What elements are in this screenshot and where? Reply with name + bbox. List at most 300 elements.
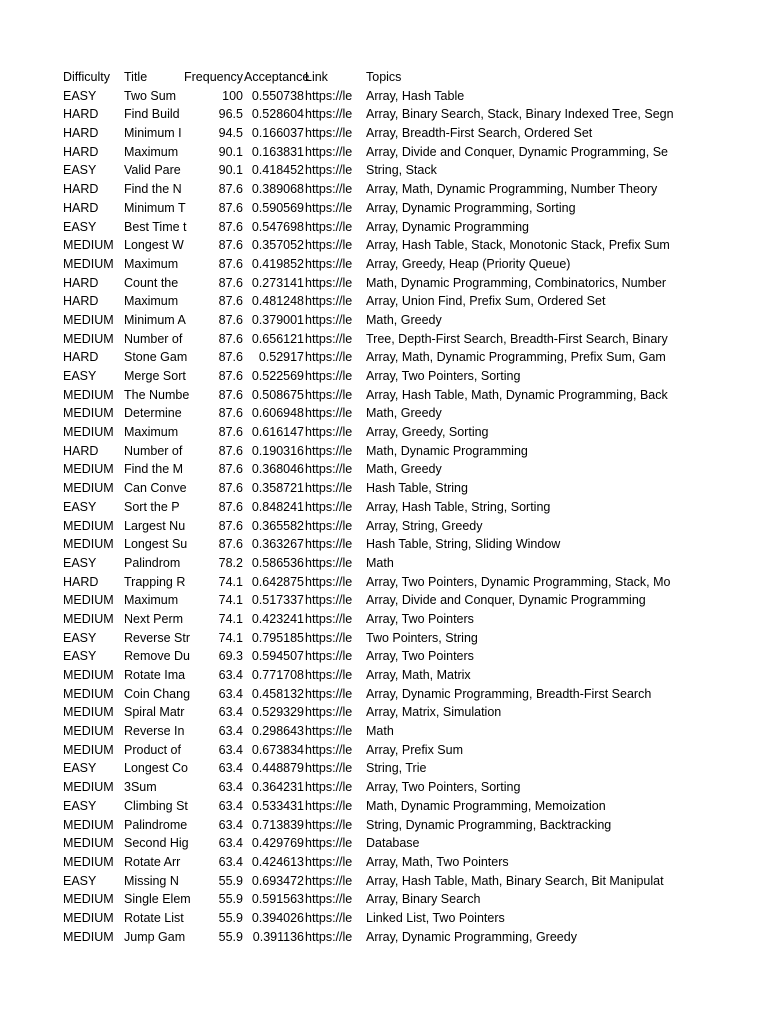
table-row (63, 816, 673, 835)
table-row (63, 909, 673, 928)
cell-link: https://le (305, 668, 353, 682)
table-row (63, 685, 673, 704)
cell-topics: Array, Greedy, Heap (Priority Queue) (366, 256, 571, 271)
header-acceptance: Acceptance (244, 70, 310, 84)
cell-difficulty: HARD (63, 275, 99, 290)
cell-acceptance: 0.522569 (251, 369, 304, 383)
cell-topics: Array, Hash Table, Math, Dynamic Programming, Back (366, 387, 668, 402)
cell-difficulty: HARD (63, 144, 99, 159)
cell-frequency: 78.2 (218, 555, 243, 570)
cell-title: Reverse Str (124, 630, 190, 645)
cell-frequency: 69.3 (218, 649, 243, 664)
cell-link: https://le (305, 312, 353, 327)
cell-title: Maximum (124, 425, 179, 440)
cell-title: Reverse In (124, 724, 185, 739)
table-row (63, 386, 673, 405)
cell-link: https://le (305, 817, 353, 832)
table-row (63, 573, 673, 592)
table-row (63, 759, 673, 778)
cell-difficulty: MEDIUM (63, 724, 114, 739)
cell-link: https://le (305, 88, 353, 103)
cell-topics: Math, Dynamic Programming (366, 443, 528, 458)
table-row (63, 778, 673, 797)
cell-topics: Array, Hash Table, String, Sorting (366, 499, 551, 514)
table-row (63, 460, 673, 479)
table-row (63, 872, 673, 891)
cell-difficulty: MEDIUM (63, 331, 114, 346)
table-row (63, 647, 673, 666)
table-row (63, 367, 673, 386)
table-row (63, 161, 673, 180)
cell-link: https://le (305, 369, 353, 383)
table-row (63, 143, 673, 162)
table-row (63, 797, 673, 816)
cell-topics: Array, Math, Dynamic Programming, Prefix Sum, Gam (366, 350, 666, 365)
cell-title: Minimum T (124, 200, 186, 215)
header-link: Link (305, 70, 328, 84)
cell-topics: Array, Dynamic Programming (366, 219, 530, 234)
cell-frequency: 96.5 (218, 107, 243, 122)
cell-title: Palindrom (124, 555, 181, 570)
cell-acceptance: 0.273141 (251, 275, 304, 290)
cell-topics: Array, Math, Two Pointers (366, 854, 509, 869)
cell-link: https://le (305, 126, 353, 141)
cell-frequency: 63.4 (218, 836, 243, 851)
cell-difficulty: HARD (63, 443, 99, 458)
cell-title: Largest Nu (124, 518, 186, 533)
cell-frequency: 63.4 (218, 724, 243, 739)
cell-acceptance: 0.364231 (251, 780, 304, 795)
cell-title: Find the N (124, 182, 182, 197)
cell-difficulty: MEDIUM (63, 668, 114, 682)
table-row (63, 292, 673, 311)
cell-link: https://le (305, 555, 353, 570)
cell-title: Trapping R (124, 574, 186, 589)
cell-title: Minimum A (124, 312, 186, 327)
table-row (63, 87, 673, 106)
cell-difficulty: MEDIUM (63, 705, 114, 720)
cell-acceptance: 0.656121 (251, 331, 304, 346)
cell-topics: Math, Dynamic Programming, Combinatorics, Number (366, 275, 667, 290)
table-row (63, 124, 673, 143)
cell-frequency: 90.1 (218, 144, 243, 159)
cell-difficulty: HARD (63, 107, 99, 122)
cell-frequency: 63.4 (218, 780, 243, 795)
cell-link: https://le (305, 163, 353, 178)
cell-frequency: 100 (222, 88, 243, 103)
cell-link: https://le (305, 686, 353, 701)
cell-difficulty: EASY (63, 163, 97, 178)
header-row (63, 68, 673, 87)
cell-title: Spiral Matr (124, 705, 185, 720)
cell-difficulty: MEDIUM (63, 910, 114, 925)
cell-title: Remove Du (124, 649, 190, 664)
cell-topics: Array, Dynamic Programming, Breadth-First Search (366, 686, 652, 701)
cell-acceptance: 0.771708 (251, 668, 304, 682)
cell-title: Best Time t (124, 219, 187, 234)
cell-frequency: 87.6 (218, 387, 243, 402)
cell-acceptance: 0.379001 (251, 312, 304, 327)
cell-link: https://le (305, 537, 353, 552)
cell-acceptance: 0.418452 (251, 163, 304, 178)
cell-difficulty: HARD (63, 182, 99, 197)
cell-acceptance: 0.586536 (251, 555, 304, 570)
cell-link: https://le (305, 275, 353, 290)
cell-title: Jump Gam (124, 929, 186, 944)
cell-link: https://le (305, 144, 353, 159)
cell-acceptance: 0.616147 (251, 425, 304, 440)
cell-frequency: 90.1 (218, 163, 243, 178)
cell-title: Determine (124, 406, 182, 421)
cell-topics: Hash Table, String, Sliding Window (366, 537, 561, 552)
cell-topics: Array, Divide and Conquer, Dynamic Programming (366, 593, 646, 608)
cell-acceptance: 0.693472 (251, 873, 304, 888)
cell-topics: Hash Table, String (366, 481, 468, 496)
cell-link: https://le (305, 761, 353, 776)
cell-link: https://le (305, 425, 353, 440)
table-row (63, 853, 673, 872)
cell-frequency: 74.1 (218, 611, 243, 626)
table-row (63, 666, 673, 685)
cell-difficulty: MEDIUM (63, 836, 114, 851)
cell-difficulty: EASY (63, 630, 97, 645)
cell-title: Sort the P (124, 499, 180, 514)
cell-title: Rotate Ima (124, 668, 186, 682)
table-row (63, 330, 673, 349)
table-row (63, 255, 673, 274)
cell-title: Valid Pare (124, 163, 181, 178)
cell-title: Find the M (124, 462, 184, 477)
cell-acceptance: 0.394026 (251, 910, 304, 925)
cell-acceptance: 0.298643 (251, 724, 304, 739)
cell-title: Second Hig (124, 836, 189, 851)
cell-topics: Array, Two Pointers (366, 649, 474, 664)
cell-title: Maximum (124, 256, 179, 271)
cell-topics: Array, Math, Dynamic Programming, Number Theory (366, 182, 658, 197)
cell-frequency: 87.6 (218, 238, 243, 253)
cell-topics: Array, Two Pointers (366, 611, 474, 626)
cell-frequency: 87.6 (218, 275, 243, 290)
cell-difficulty: MEDIUM (63, 817, 114, 832)
cell-link: https://le (305, 574, 353, 589)
cell-difficulty: MEDIUM (63, 611, 114, 626)
cell-topics: Array, Greedy, Sorting (366, 425, 489, 440)
table-row (63, 591, 673, 610)
cell-frequency: 87.6 (218, 537, 243, 552)
cell-frequency: 87.6 (218, 331, 243, 346)
cell-link: https://le (305, 294, 353, 309)
cell-topics: Array, Two Pointers, Sorting (366, 780, 521, 795)
cell-acceptance: 0.357052 (251, 238, 304, 253)
cell-acceptance: 0.848241 (251, 499, 304, 514)
cell-acceptance: 0.391136 (252, 929, 304, 944)
table-row (63, 423, 673, 442)
header-difficulty: Difficulty (63, 70, 111, 84)
table-row (63, 404, 673, 423)
cell-acceptance: 0.166037 (251, 126, 304, 141)
cell-link: https://le (305, 200, 353, 215)
cell-difficulty: EASY (63, 369, 97, 383)
cell-acceptance: 0.52917 (258, 350, 304, 365)
cell-title: Product of (124, 742, 181, 757)
cell-link: https://le (305, 219, 353, 234)
table-row (63, 629, 673, 648)
table-row (63, 442, 673, 461)
cell-difficulty: MEDIUM (63, 462, 114, 477)
cell-acceptance: 0.448879 (251, 761, 304, 776)
cell-topics: Array, Dynamic Programming, Greedy (366, 929, 577, 944)
cell-title: Rotate List (124, 910, 184, 925)
cell-frequency: 63.4 (218, 854, 243, 869)
table-row (63, 311, 673, 330)
cell-topics: Array, Hash Table, Stack, Monotonic Stack, Prefix Sum (366, 238, 670, 253)
cell-link: https://le (305, 836, 353, 851)
cell-difficulty: MEDIUM (63, 686, 114, 701)
cell-link: https://le (305, 518, 353, 533)
cell-title: 3Sum (124, 780, 157, 795)
table-row (63, 199, 673, 218)
cell-link: https://le (305, 780, 353, 795)
cell-topics: Math, Greedy (366, 406, 442, 421)
cell-link: https://le (305, 630, 353, 645)
cell-acceptance: 0.368046 (251, 462, 304, 477)
cell-difficulty: EASY (63, 798, 97, 813)
cell-frequency: 94.5 (218, 126, 243, 141)
table-row (63, 741, 673, 760)
cell-topics: Database (366, 836, 420, 851)
cell-title: Palindrome (124, 817, 188, 832)
cell-title: Merge Sort (124, 369, 186, 383)
table-body (63, 87, 673, 947)
table-row (63, 348, 673, 367)
cell-acceptance: 0.517337 (251, 593, 304, 608)
cell-frequency: 63.4 (218, 798, 243, 813)
cell-difficulty: EASY (63, 649, 97, 664)
cell-title: Coin Chang (124, 686, 191, 701)
cell-topics: Two Pointers, String (366, 630, 478, 645)
cell-frequency: 87.6 (218, 350, 243, 365)
cell-acceptance: 0.533431 (251, 798, 304, 813)
cell-difficulty: MEDIUM (63, 780, 114, 795)
cell-link: https://le (305, 705, 353, 720)
table-row (63, 928, 673, 947)
cell-frequency: 87.6 (218, 462, 243, 477)
cell-title: Maximum (124, 294, 179, 309)
cell-topics: Array, Hash Table, Math, Binary Search, Bit Manipulat (366, 873, 664, 888)
cell-acceptance: 0.547698 (251, 219, 304, 234)
cell-frequency: 87.6 (218, 499, 243, 514)
cell-topics: Array, Two Pointers, Dynamic Programming, Stack, Mo (366, 574, 671, 589)
cell-topics: Array, Two Pointers, Sorting (366, 369, 521, 383)
cell-link: https://le (305, 256, 353, 271)
cell-acceptance: 0.423241 (251, 611, 304, 626)
cell-acceptance: 0.190316 (251, 443, 304, 458)
cell-acceptance: 0.673834 (251, 742, 304, 757)
cell-acceptance: 0.550738 (251, 88, 304, 103)
cell-link: https://le (305, 649, 353, 664)
cell-title: Can Conve (124, 481, 187, 496)
table-row (63, 554, 673, 573)
cell-link: https://le (305, 350, 353, 365)
cell-link: https://le (305, 443, 353, 458)
cell-title: Maximum (124, 144, 179, 159)
cell-difficulty: MEDIUM (63, 387, 114, 402)
cell-acceptance: 0.529329 (251, 705, 304, 720)
cell-link: https://le (305, 238, 353, 253)
table-row (63, 834, 673, 853)
cell-topics: Array, String, Greedy (366, 518, 483, 533)
cell-link: https://le (305, 910, 353, 925)
cell-frequency: 87.6 (218, 443, 243, 458)
cell-difficulty: MEDIUM (63, 892, 114, 907)
cell-topics: Math (366, 555, 394, 570)
cell-acceptance: 0.365582 (251, 518, 304, 533)
table-row (63, 890, 673, 909)
cell-difficulty: MEDIUM (63, 518, 114, 533)
table-row (63, 236, 673, 255)
cell-link: https://le (305, 387, 353, 402)
cell-acceptance: 0.358721 (251, 481, 304, 496)
header-frequency: Frequency (184, 70, 244, 84)
cell-difficulty: HARD (63, 574, 99, 589)
table-row (63, 610, 673, 629)
cell-difficulty: HARD (63, 294, 99, 309)
cell-title: Longest Su (124, 537, 188, 552)
cell-link: https://le (305, 742, 353, 757)
cell-frequency: 55.9 (218, 873, 243, 888)
cell-topics: Array, Breadth-First Search, Ordered Set (366, 126, 593, 141)
cell-link: https://le (305, 892, 353, 907)
cell-acceptance: 0.594507 (251, 649, 304, 664)
cell-acceptance: 0.590569 (251, 200, 304, 215)
cell-title: Minimum I (124, 126, 182, 141)
cell-frequency: 87.6 (218, 406, 243, 421)
cell-link: https://le (305, 406, 353, 421)
cell-topics: Array, Divide and Conquer, Dynamic Programming, Se (366, 144, 668, 159)
cell-topics: Array, Hash Table (366, 88, 465, 103)
cell-difficulty: MEDIUM (63, 238, 114, 253)
cell-frequency: 63.4 (218, 686, 243, 701)
table-row (63, 274, 673, 293)
cell-link: https://le (305, 481, 353, 496)
cell-difficulty: EASY (63, 88, 97, 103)
cell-difficulty: HARD (63, 350, 99, 365)
cell-topics: String, Stack (366, 163, 437, 178)
cell-difficulty: MEDIUM (63, 256, 114, 271)
cell-title: The Numbe (124, 387, 190, 402)
cell-topics: String, Trie (366, 761, 427, 776)
cell-topics: Array, Matrix, Simulation (366, 705, 502, 720)
cell-link: https://le (305, 611, 353, 626)
cell-acceptance: 0.795185 (251, 630, 304, 645)
cell-topics: Array, Binary Search, Stack, Binary Indexed Tree, Segn (366, 107, 674, 122)
cell-link: https://le (305, 331, 353, 346)
cell-topics: Math (366, 724, 394, 739)
cell-difficulty: MEDIUM (63, 929, 114, 944)
cell-acceptance: 0.163831 (251, 144, 304, 159)
cell-acceptance: 0.481248 (251, 294, 304, 309)
cell-acceptance: 0.363267 (251, 537, 304, 552)
cell-frequency: 87.6 (218, 312, 243, 327)
cell-frequency: 87.6 (218, 200, 243, 215)
cell-topics: Math, Dynamic Programming, Memoization (366, 798, 606, 813)
cell-topics: Array, Math, Matrix (366, 668, 471, 682)
cell-frequency: 63.4 (218, 817, 243, 832)
cell-topics: Array, Binary Search (366, 892, 481, 907)
table-row (63, 479, 673, 498)
cell-link: https://le (305, 798, 353, 813)
cell-difficulty: EASY (63, 873, 97, 888)
cell-topics: Math, Greedy (366, 312, 442, 327)
cell-topics: Linked List, Two Pointers (366, 910, 505, 925)
cell-link: https://le (305, 854, 353, 869)
cell-acceptance: 0.389068 (251, 182, 304, 197)
cell-frequency: 55.9 (218, 929, 243, 944)
header-topics: Topics (366, 70, 402, 84)
cell-title: Count the (124, 275, 179, 290)
cell-title: Two Sum (124, 88, 177, 103)
header-title: Title (124, 70, 148, 84)
cell-link: https://le (305, 593, 353, 608)
table-row (63, 498, 673, 517)
cell-title: Longest Co (124, 761, 188, 776)
cell-title: Maximum (124, 593, 179, 608)
cell-difficulty: MEDIUM (63, 854, 114, 869)
cell-title: Stone Gam (124, 350, 188, 365)
table-row (63, 218, 673, 237)
cell-acceptance: 0.528604 (251, 107, 304, 122)
cell-difficulty: HARD (63, 126, 99, 141)
cell-frequency: 87.6 (218, 481, 243, 496)
cell-topics: Math, Greedy (366, 462, 442, 477)
cell-frequency: 87.6 (218, 425, 243, 440)
cell-difficulty: MEDIUM (63, 425, 114, 440)
cell-acceptance: 0.606948 (251, 406, 304, 421)
cell-frequency: 87.6 (218, 182, 243, 197)
cell-title: Rotate Arr (124, 854, 181, 869)
cell-acceptance: 0.508675 (251, 387, 304, 402)
cell-difficulty: MEDIUM (63, 537, 114, 552)
cell-link: https://le (305, 929, 353, 944)
cell-topics: Tree, Depth-First Search, Breadth-First Search, Binary (366, 331, 668, 346)
cell-frequency: 87.6 (218, 369, 243, 383)
cell-frequency: 87.6 (218, 256, 243, 271)
table-row (63, 535, 673, 554)
cell-frequency: 63.4 (218, 668, 243, 682)
cell-title: Single Elem (124, 892, 191, 907)
spreadsheet-table (63, 68, 673, 946)
cell-frequency: 63.4 (218, 705, 243, 720)
cell-frequency: 63.4 (218, 761, 243, 776)
cell-title: Number of (124, 331, 183, 346)
table-row (63, 722, 673, 741)
cell-link: https://le (305, 107, 353, 122)
cell-acceptance: 0.458132 (251, 686, 304, 701)
cell-difficulty: MEDIUM (63, 742, 114, 757)
cell-difficulty: MEDIUM (63, 481, 114, 496)
cell-frequency: 63.4 (218, 742, 243, 757)
cell-acceptance: 0.424613 (251, 854, 304, 869)
cell-topics: String, Dynamic Programming, Backtracking (366, 817, 612, 832)
cell-acceptance: 0.419852 (251, 256, 304, 271)
cell-frequency: 87.6 (218, 219, 243, 234)
cell-topics: Array, Union Find, Prefix Sum, Ordered Set (366, 294, 606, 309)
cell-title: Find Build (124, 107, 180, 122)
table-row (63, 180, 673, 199)
cell-link: https://le (305, 873, 353, 888)
table-row (63, 105, 673, 124)
table-row (63, 517, 673, 536)
